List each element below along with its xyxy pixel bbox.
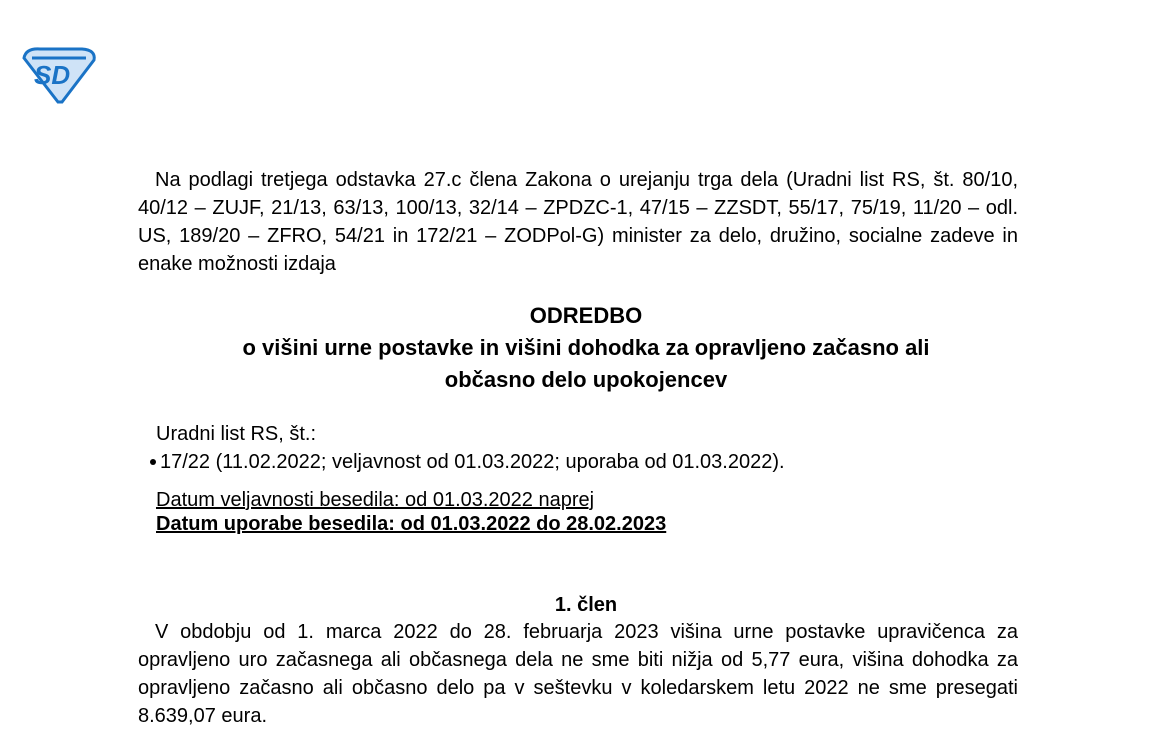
article-title: 1. člen [554, 594, 618, 616]
document-title [138, 300, 1034, 396]
gazette-list-item [150, 449, 785, 475]
gazette-item-text: 17/22 (11.02.2022; veljavnost od 01.03.2022; uporaba od 01.03.2022). [160, 451, 785, 473]
preamble-text: Na podlagi tretjega odstavka 27.c člena Zakona o urejanju trga dela (Uradni list RS, št. 80/10, 40/12 – ZUJF, 21/13, 63/13, 100/13, 32/14 – ZPDZC-1, 47/15 – ZZSDT, 55/17, 75/19, 11/20 – odl. US, 189/20 – ZFRO, 54/21 in 172/21 – ZODPol-G) minister za delo, družino, socialne zadeve in enake možnosti izdaja [138, 169, 1018, 275]
title-line-2: o višini urne postavke in višini dohodka za opravljeno začasno ali [242, 335, 930, 360]
title-line-3: občasno delo upokojencev [444, 367, 728, 392]
article-text: V obdobju od 1. marca 2022 do 28. februarja 2023 višina urne postavke upravičenca za opravljeno uro začasnega ali občasnega dela ne sme biti nižja od 5,77 eura, višina dohodka za opravljeno začasno ali občasno delo pa v seštevku v koledarskem letu 2022 ne sme presegati 8.639,07 eura. [138, 621, 1018, 727]
title-line-1: ODREDBO [529, 303, 643, 328]
svg-text:SD: SD [34, 60, 71, 90]
application-date: Datum uporabe besedila: od 01.03.2022 do 28.02.2023 [156, 513, 667, 535]
gazette-label: Uradni list RS, št.: [156, 423, 317, 445]
sd-shield-logo-icon [20, 46, 98, 104]
bullet-icon [150, 459, 156, 465]
validity-date: Datum veljavnosti besedila: od 01.03.2022 naprej [156, 489, 595, 511]
